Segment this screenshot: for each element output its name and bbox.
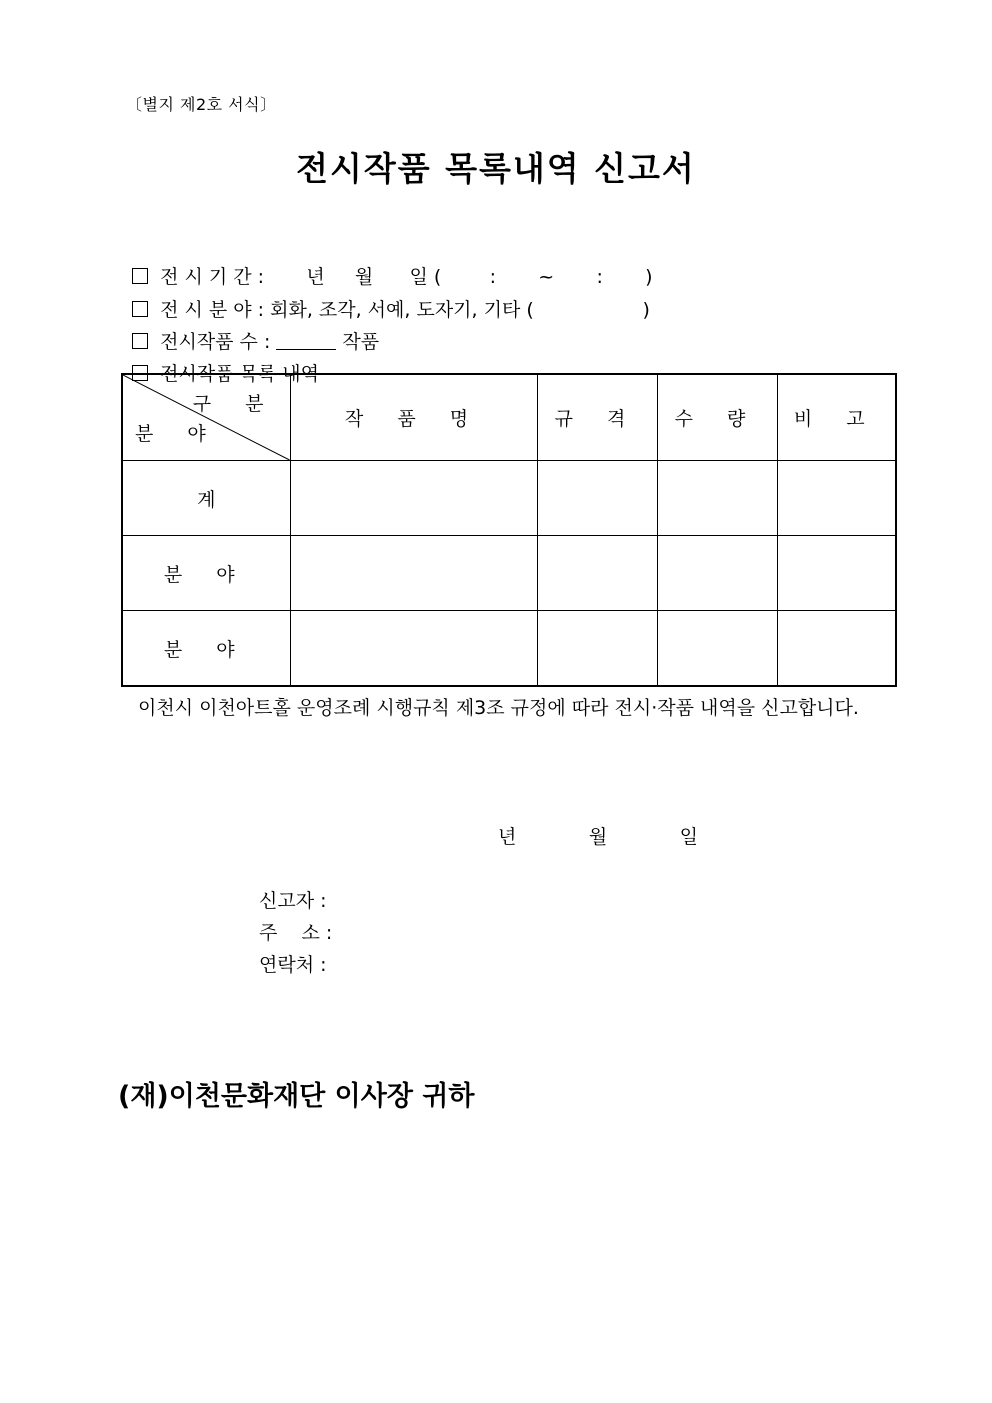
cell-note[interactable] [777, 611, 896, 687]
diag-bottom-label: 분 야 [135, 423, 220, 445]
diagonal-line [123, 375, 290, 460]
field-list-text: 전시작품 목록 내역 [160, 363, 320, 385]
address-label: 주 소 : [259, 922, 333, 944]
form-label: 〔별지 제2호 서식〕 [126, 95, 277, 114]
header-title: 작 품 명 [290, 374, 537, 461]
diagonal-header-cell [122, 374, 290, 461]
table-row [122, 536, 896, 611]
cell-size[interactable] [537, 461, 657, 536]
table-row [122, 461, 896, 536]
reporter-label: 신고자 : [259, 890, 327, 912]
cell-size[interactable] [537, 536, 657, 611]
contact-label: 연락처 : [259, 954, 327, 976]
row-label: 계 [122, 461, 290, 536]
header-note: 비 고 [777, 374, 896, 461]
diag-top-label: 구 분 [192, 393, 278, 415]
cell-title[interactable] [290, 611, 537, 687]
field-count-label: 전시작품 수 : [160, 331, 271, 353]
row-label: 분 야 [122, 611, 290, 687]
field-count-suffix: 작품 [342, 331, 380, 353]
cell-title[interactable] [290, 461, 537, 536]
field-category-text: 전 시 분 야 : 회화, 조각, 서예, 도자기, 기타 ( ) [160, 299, 650, 321]
document-title: 전시작품 목록내역 신고서 [296, 149, 696, 188]
cell-note[interactable] [777, 536, 896, 611]
statement-paragraph: 이천시 이천아트홀 운영조례 시행규칙 제3조 규정에 따라 전시·작품 내역을 신고합니다. [138, 697, 859, 719]
cell-quantity[interactable] [657, 611, 777, 687]
cell-quantity[interactable] [657, 536, 777, 611]
artwork-list-table [121, 373, 897, 687]
cell-size[interactable] [537, 611, 657, 687]
table-header-row [122, 374, 896, 461]
header-quantity: 수 량 [657, 374, 777, 461]
row-label: 분 야 [122, 536, 290, 611]
cell-quantity[interactable] [657, 461, 777, 536]
addressee: (재)이천문화재단 이사장 귀하 [118, 1081, 475, 1112]
date-line: 년 월 일 [498, 826, 699, 848]
table-row [122, 611, 896, 687]
field-period-text: 전 시 기 간 : 년 월 일 ( : ~ : ) [160, 266, 653, 288]
cell-note[interactable] [777, 461, 896, 536]
header-size: 규 격 [537, 374, 657, 461]
cell-title[interactable] [290, 536, 537, 611]
